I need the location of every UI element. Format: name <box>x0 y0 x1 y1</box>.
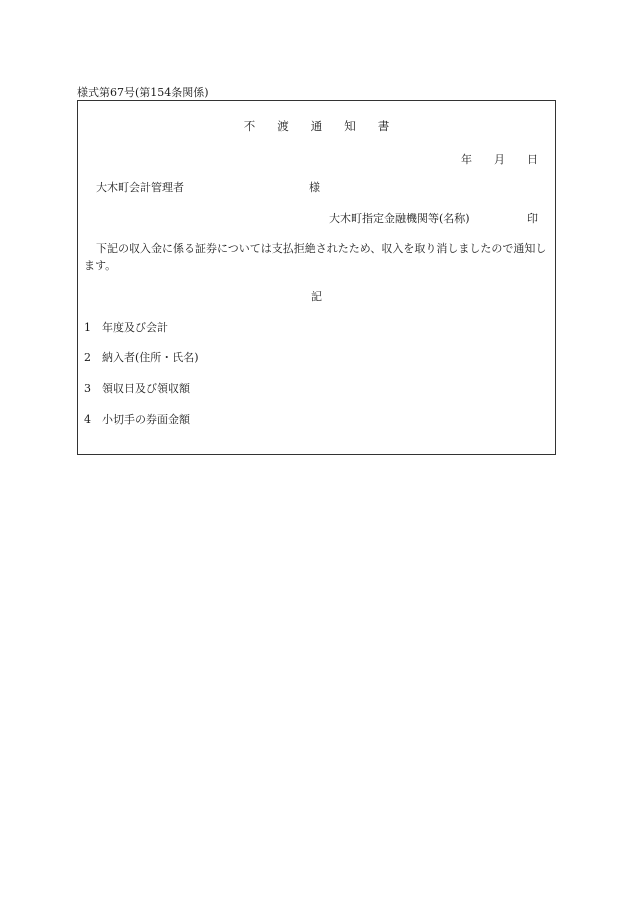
ki-heading: 記 <box>311 290 322 303</box>
date-month-label: 月 <box>494 153 505 166</box>
honorific: 様 <box>309 181 320 194</box>
list-item <box>84 380 190 396</box>
item-label: 納入者(住所・氏名) <box>102 351 199 364</box>
addressee: 大木町会計管理者 <box>96 181 184 194</box>
form-number: 様式第67号(第154条関係) <box>77 86 209 99</box>
item-label: 領収日及び領収額 <box>102 382 190 395</box>
item-number: 4 <box>84 413 91 426</box>
item-number: 3 <box>84 382 91 395</box>
list-item <box>84 319 168 335</box>
date-line <box>461 151 538 167</box>
item-number: 2 <box>84 351 91 364</box>
date-year-label: 年 <box>461 153 472 166</box>
list-item <box>84 349 199 365</box>
sender-label: 大木町指定金融機関等(名称) <box>329 212 470 225</box>
item-label: 小切手の券面金額 <box>102 413 190 426</box>
list-item <box>84 411 190 427</box>
item-label: 年度及び会計 <box>102 321 168 334</box>
item-number: 1 <box>84 321 91 334</box>
notice-body-text: 下記の収入金に係る証券については支払拒絶されたため、収入を取り消しましたので通知します。 <box>84 242 547 272</box>
notice-form-box <box>77 100 556 455</box>
seal-mark: 印 <box>527 212 538 225</box>
date-day-label: 日 <box>527 153 538 166</box>
document-title: 不渡通知書 <box>243 119 412 133</box>
